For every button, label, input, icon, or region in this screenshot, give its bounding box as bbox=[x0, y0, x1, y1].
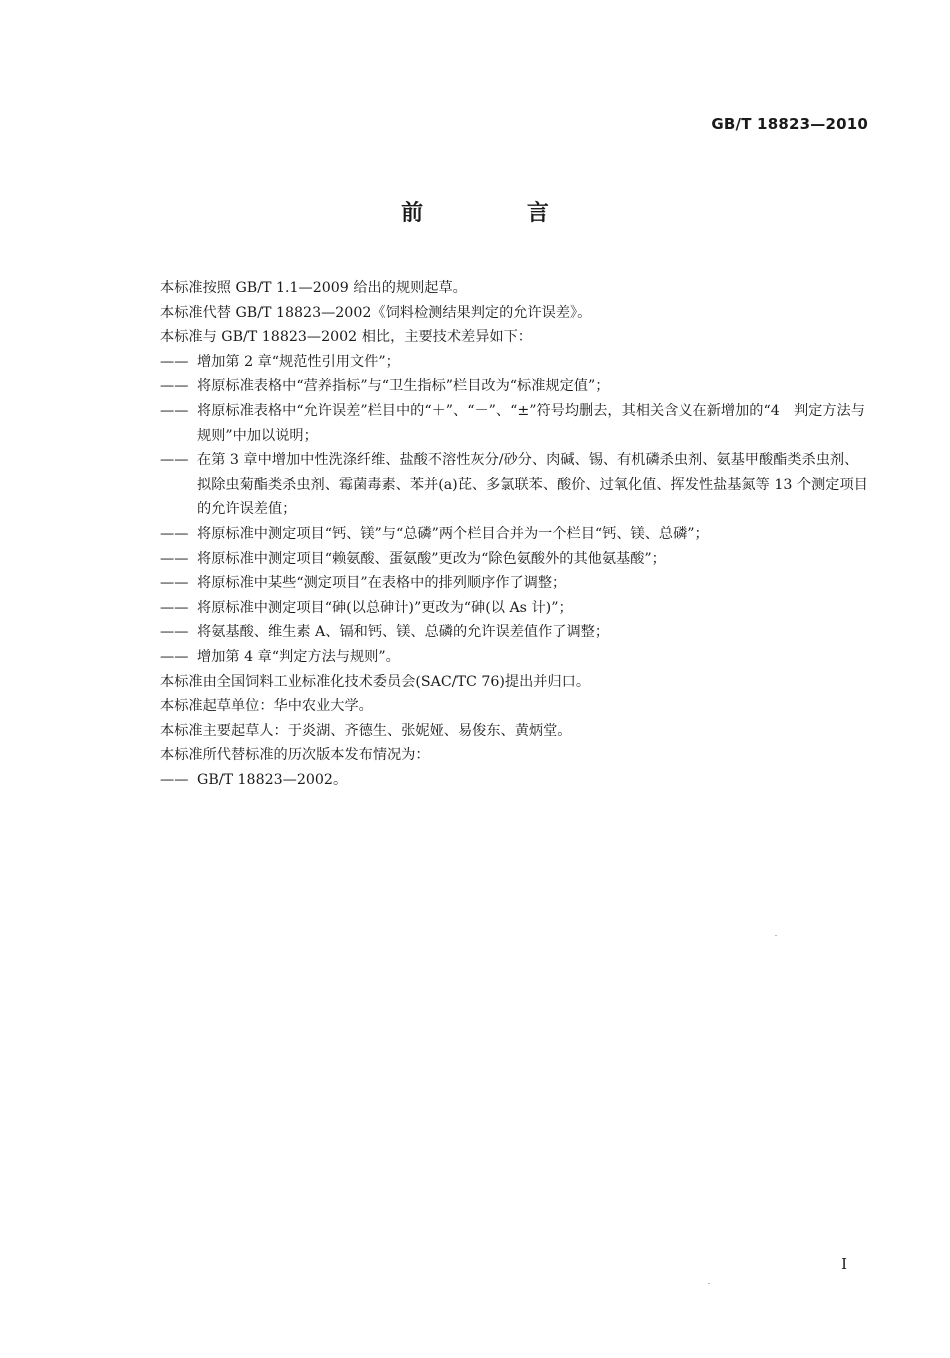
change-item-text: 将原标准中测定项目“砷(以总砷计)”更改为“砷(以 As 计)”； bbox=[197, 599, 573, 616]
dash-bullet: —— bbox=[160, 550, 189, 567]
dash-bullet: —— bbox=[160, 771, 189, 788]
standard-number: GB/T 18823—2010 bbox=[711, 115, 868, 133]
paragraph: 本标准所代替标准的历次版本发布情况为： bbox=[160, 747, 430, 764]
dash-bullet: —— bbox=[160, 353, 189, 370]
change-item-text: 将原标准中某些“测定项目”在表格中的排列顺序作了调整； bbox=[197, 575, 567, 592]
change-item-text: 将氨基酸、维生素 A、镉和钙、镁、总磷的允许误差值作了调整； bbox=[197, 624, 610, 641]
foreword-body bbox=[160, 276, 872, 792]
change-item bbox=[160, 645, 872, 670]
dash-bullet: —— bbox=[160, 575, 189, 592]
page-number: I bbox=[841, 1255, 847, 1273]
change-item bbox=[160, 571, 872, 596]
dash-bullet: —— bbox=[160, 648, 189, 665]
paragraph: 本标准按照 GB/T 1.1—2009 给出的规则起草。 bbox=[160, 280, 467, 296]
change-item bbox=[160, 547, 872, 572]
dash-bullet: —— bbox=[160, 525, 189, 542]
change-item-text: 将原标准表格中“营养指标”与“卫生指标”栏目改为“标准规定值”； bbox=[197, 378, 610, 395]
paragraph: 本标准主要起草人：于炎湖、齐德生、张妮娅、易俊东、黄炳堂。 bbox=[160, 722, 572, 739]
paragraph: 本标准与 GB/T 18823—2002 相比，主要技术差异如下： bbox=[160, 329, 532, 346]
paragraph: 本标准代替 GB/T 18823—2002《饲料检测结果判定的允许误差》。 bbox=[160, 304, 592, 321]
change-item bbox=[160, 596, 872, 621]
change-item bbox=[160, 522, 872, 547]
dash-bullet: —— bbox=[160, 624, 189, 641]
change-item-text: 在第 3 章中增加中性洗涤纤维、盐酸不溶性灰分/砂分、肉碱、锡、有机磷杀虫剂、氨基甲酸酯类杀虫剂、拟除虫菊酯类杀虫剂、霉菌毒素、苯并(a)芘、多氯联苯、酸价、过氧化值、挥发性盐基氮等 13 个测定项目的允许误差值； bbox=[197, 452, 868, 518]
history-item-text: GB/T 18823—2002。 bbox=[197, 771, 348, 788]
change-item-text: 将原标准表格中“允许误差”栏目中的“＋”、“－”、“±”符号均删去，其相关含义在新增加的“4 判定方法与规则”中加以说明； bbox=[197, 402, 865, 444]
history-item bbox=[160, 768, 872, 793]
change-item bbox=[160, 620, 872, 645]
change-item-text: 增加第 4 章“判定方法与规则”。 bbox=[197, 648, 400, 665]
change-item bbox=[160, 399, 872, 448]
change-item bbox=[160, 374, 872, 399]
scan-speck bbox=[708, 1283, 710, 1284]
change-item-text: 将原标准中测定项目“赖氨酸、蛋氨酸”更改为“除色氨酸外的其他氨基酸”； bbox=[197, 550, 666, 567]
page-title: 前 言 bbox=[401, 201, 597, 226]
change-item-text: 增加第 2 章“规范性引用文件”； bbox=[197, 353, 400, 370]
scan-speck bbox=[775, 935, 777, 936]
change-item bbox=[160, 448, 872, 522]
dash-bullet: —— bbox=[160, 378, 189, 395]
dash-bullet: —— bbox=[160, 599, 189, 616]
change-item-text: 将原标准中测定项目“钙、镁”与“总磷”两个栏目合并为一个栏目“钙、镁、总磷”； bbox=[197, 525, 709, 542]
dash-bullet: —— bbox=[160, 402, 189, 419]
paragraph: 本标准起草单位：华中农业大学。 bbox=[160, 698, 373, 715]
change-item bbox=[160, 350, 872, 375]
dash-bullet: —— bbox=[160, 452, 189, 469]
paragraph: 本标准由全国饲料工业标准化技术委员会(SAC/TC 76)提出并归口。 bbox=[160, 673, 591, 690]
